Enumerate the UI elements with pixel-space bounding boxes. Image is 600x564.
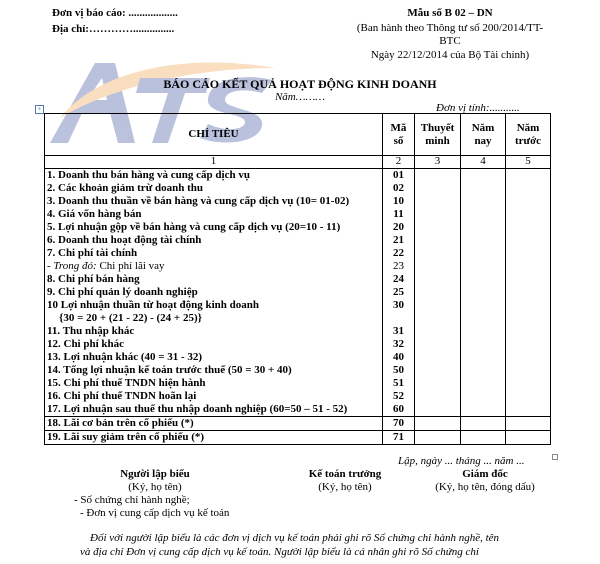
row-label: 4. Giá vốn hàng bán xyxy=(45,208,383,221)
table-row xyxy=(45,403,551,417)
row-code: 24 xyxy=(383,273,415,286)
row-code: 51 xyxy=(383,377,415,390)
row-label: 10 Lợi nhuận thuần từ hoạt động kinh doanh {30 = 20 + (21 - 22) - (24 + 25)} xyxy=(45,299,383,325)
row-label: 5. Lợi nhuận gộp về bán hàng và cung cấp dịch vụ (20=10 - 11) xyxy=(45,221,383,234)
row-code: 02 xyxy=(383,182,415,195)
header-note: Thuyết minh xyxy=(415,114,461,156)
table-resize-handle[interactable] xyxy=(552,454,558,460)
table-row xyxy=(45,234,551,247)
row-code: 60 xyxy=(383,403,415,417)
row-code: 21 xyxy=(383,234,415,247)
table-row xyxy=(45,169,551,183)
row-code: 25 xyxy=(383,286,415,299)
date-line: Lập, ngày ... tháng ... năm ... xyxy=(398,455,525,467)
column-number: 1 xyxy=(45,156,383,169)
table-row xyxy=(45,417,551,431)
row-label: 14. Tổng lợi nhuận kế toán trước thuế (50 = 30 + 40) xyxy=(45,364,383,377)
row-label: 8. Chi phí bán hàng xyxy=(45,273,383,286)
reporting-unit-label: Đơn vị báo cáo: .................. xyxy=(52,7,178,19)
row-label: 13. Lợi nhuận khác (40 = 31 - 32) xyxy=(45,351,383,364)
row-code: 11 xyxy=(383,208,415,221)
row-label: 9. Chi phí quản lý doanh nghiệp xyxy=(45,286,383,299)
row-code: 20 xyxy=(383,221,415,234)
row-label: 19. Lãi suy giảm trên cổ phiếu (*) xyxy=(45,431,383,445)
row-code: 10 xyxy=(383,195,415,208)
row-code: 31 xyxy=(383,325,415,338)
row-code: 71 xyxy=(383,431,415,445)
row-label: 2. Các khoản giảm trừ doanh thu xyxy=(45,182,383,195)
header-current-year: Năm nay xyxy=(461,114,506,156)
issued-line-3: Ngày 22/12/2014 của Bộ Tài chính) xyxy=(370,49,530,61)
row-label: 15. Chi phí thuế TNDN hiện hành xyxy=(45,377,383,390)
issued-line-1: (Ban hành theo Thông tư số 200/2014/TT- xyxy=(356,22,544,34)
income-statement-table xyxy=(44,113,551,445)
row-label: 18. Lãi cơ bản trên cổ phiếu (*) xyxy=(45,417,383,431)
row-label: - Trong đó: Chi phí lãi vay xyxy=(45,260,383,273)
table-row xyxy=(45,195,551,208)
header-previous-year: Năm trước xyxy=(506,114,551,156)
preparer-note-1: - Số chứng chỉ hành nghề; xyxy=(74,494,190,506)
header-code: Mã số xyxy=(383,114,415,156)
row-code: 40 xyxy=(383,351,415,364)
form-code: Mẫu số B 02 – DN xyxy=(407,7,493,19)
row-label: 11. Thu nhập khác xyxy=(45,325,383,338)
table-row xyxy=(45,299,551,325)
row-label: 6. Doanh thu hoạt động tài chính xyxy=(45,234,383,247)
column-number: 4 xyxy=(461,156,506,169)
row-code: 50 xyxy=(383,364,415,377)
accountant-sign: (Ký, họ tên) xyxy=(318,481,372,493)
row-code: 70 xyxy=(383,417,415,431)
table-row xyxy=(45,325,551,338)
column-number: 5 xyxy=(506,156,551,169)
row-code: 52 xyxy=(383,390,415,403)
row-code: 01 xyxy=(383,169,415,183)
director-title: Giám đốc xyxy=(462,468,508,480)
issued-line-2: BTC xyxy=(439,35,461,47)
accountant-title: Kế toán trưởng xyxy=(308,468,382,480)
row-code: 30 xyxy=(383,299,415,325)
table-move-handle[interactable]: + xyxy=(35,105,44,114)
footnote-line-2: và địa chỉ Đơn vị cung cấp dịch vụ kế toán. Người lập biểu là cá nhân ghi rõ Số chứng chỉ xyxy=(80,546,479,558)
table-row xyxy=(45,364,551,377)
table-row xyxy=(45,221,551,234)
header-item: CHỈ TIÊU xyxy=(45,114,383,156)
currency-unit: Đơn vị tính:........... xyxy=(436,102,520,114)
row-label: 1. Doanh thu bán hàng và cung cấp dịch vụ xyxy=(45,169,383,183)
row-label: 16. Chi phí thuế TNDN hoãn lại xyxy=(45,390,383,403)
table-row xyxy=(45,182,551,195)
preparer-title: Người lập biểu xyxy=(120,468,190,480)
table-row xyxy=(45,273,551,286)
preparer-sign: (Ký, họ tên) xyxy=(128,481,182,493)
table-row xyxy=(45,351,551,364)
row-label: 7. Chi phí tài chính xyxy=(45,247,383,260)
report-year: Năm……… xyxy=(274,91,326,103)
column-number: 2 xyxy=(383,156,415,169)
director-sign: (Ký, họ tên, đóng dấu) xyxy=(435,481,535,493)
table-row xyxy=(45,377,551,390)
column-number: 3 xyxy=(415,156,461,169)
table-row xyxy=(45,390,551,403)
preparer-note-2: - Đơn vị cung cấp dịch vụ kế toán xyxy=(80,507,230,519)
address-label: Địa chỉ:…………............... xyxy=(52,23,175,35)
report-title: BÁO CÁO KẾT QUẢ HOẠT ĐỘNG KINH DOANH xyxy=(163,77,437,91)
footnote-line-1: Đối với người lập biểu là các đơn vị dịch vụ kế toán phải ghi rõ Số chứng chỉ hành nghề, tên xyxy=(90,532,500,544)
table-row xyxy=(45,431,551,445)
table-row xyxy=(45,247,551,260)
table-row xyxy=(45,286,551,299)
row-label: 12. Chi phí khác xyxy=(45,338,383,351)
table-row xyxy=(45,338,551,351)
row-label: 3. Doanh thu thuần về bán hàng và cung cấp dịch vụ (10= 01-02) xyxy=(45,195,383,208)
table-row xyxy=(45,208,551,221)
row-code: 22 xyxy=(383,247,415,260)
table-row xyxy=(45,260,551,273)
row-label: 17. Lợi nhuận sau thuế thu nhập doanh nghiệp (60=50 – 51 - 52) xyxy=(45,403,383,417)
row-code: 23 xyxy=(383,260,415,273)
row-code: 32 xyxy=(383,338,415,351)
